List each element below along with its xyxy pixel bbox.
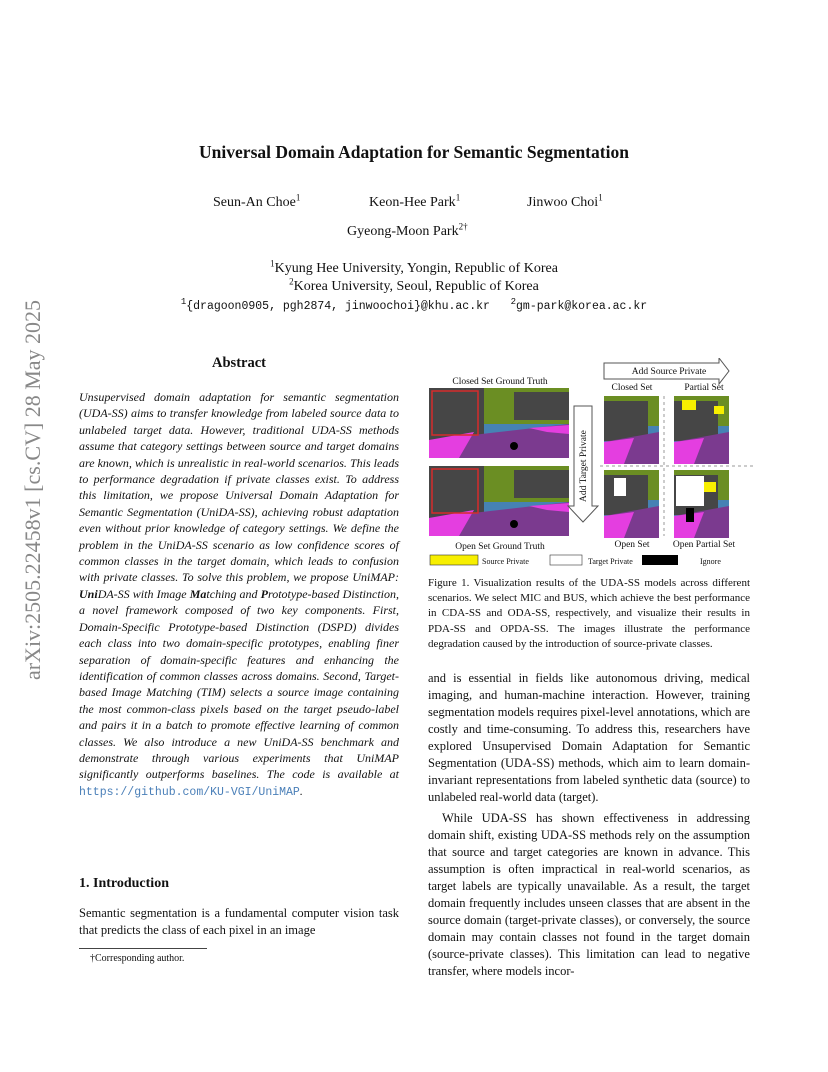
author-4 [347, 221, 468, 240]
label-open-set: Open Set [614, 540, 650, 550]
tile-open-set [604, 470, 659, 538]
label-add-target-private: Add Target Private [579, 430, 589, 502]
author-sup: 1 [295, 192, 301, 203]
email-korea[interactable]: gm-park@korea.ac.kr [516, 300, 648, 313]
affiliation-text: Korea University, Seoul, Republic of Korea [293, 279, 539, 294]
affiliation-sup: 1 [270, 258, 275, 269]
affiliation-1 [0, 258, 828, 277]
emails [0, 297, 828, 313]
tile-partial-set [674, 396, 729, 464]
figure-1 [424, 358, 756, 570]
author-1 [213, 192, 301, 211]
image-closed-set-gt [429, 388, 569, 458]
author-sup: 2† [458, 221, 468, 232]
author-2 [369, 192, 461, 211]
abstract-part: . [299, 783, 303, 798]
abstract-bold: Ma [189, 586, 207, 601]
author-name: Seun-An Choe [213, 195, 296, 210]
author-name: Gyeong-Moon Park [347, 224, 459, 239]
legend-target-private: Target Private [588, 557, 633, 566]
label-closed-set-gt: Closed Set Ground Truth [452, 377, 548, 387]
figure-caption: Figure 1. Visualization results of the UDA-SS models across different scenarios. We select MIC and BUS, which achieve the best performance in CDA-SS and ODA-SS, respectively, and visualize their results in PDA-SS and OPDA-SS. The images illustrate the performance degradation caused by the introduction of source-private classes. [428, 577, 750, 650]
email-khu[interactable]: {dragoon0905, pgh2874, jinwoochoi}@khu.ac.kr [186, 300, 490, 313]
image-open-set-gt [429, 466, 569, 536]
author-sup: 1 [455, 192, 461, 203]
code-link[interactable]: https://github.com/KU-VGI/UniMAP [79, 785, 300, 799]
label-closed-set: Closed Set [611, 383, 653, 393]
paragraph: While UDA-SS has shown effectiveness in addressing domain shift, existing UDA-SS methods rely on the assumption that source and target categories are known in advance. This assumption is often impractical in real-world scenarios, as target labels are typically unavailable. As a result, the target domain frequently includes unseen classes that are absent in the source domain (target-private classes), or conversely, the source domain may contain classes not found in the target domain (source-private classes). This limitation can lead to negative transfer, where models incor- [428, 811, 750, 978]
author-name: Keon-Hee Park [369, 195, 456, 210]
arxiv-stamp [18, 290, 48, 690]
paragraph: and is essential in fields like autonomous driving, medical imaging, and human-machine interaction. However, training segmentation models requires pixel-level annotations, which are costly and time-consuming. To address this, researchers have explored Unsupervised Domain Adaptation for Semantic Segmentation (UDA-SS) methods, which aim to learn domain-invariant representations from labeled synthetic data (source) to unlabeled real-world data (target). [428, 671, 750, 804]
legend-swatch-source-private [430, 555, 478, 565]
legend-swatch-target-private [550, 555, 582, 565]
label-add-source-private: Add Source Private [631, 367, 707, 377]
footnote-rule [79, 948, 207, 949]
abstract-part: rototype-based Distinction, a novel framework composed of two key components. First, Domain-Specific Prototype-based Distinction (DSPD) divides each class into two domain-specific prototypes, enabling finer separation of domain-specific features and enhancing the identification of common classes across domains. Second, Target-based Image Matching (TIM) selects a source image containing the most common-class pixels based on the target pseudo-label and pairs it in a batch to promote effective learning of common classes. We also introduce a new UniDA-SS benchmark and demonstrate through various experiments that UniMAP significantly outperforms baselines. The code is available at [79, 586, 399, 782]
abstract-text [79, 389, 399, 801]
tile-open-partial-set [674, 470, 729, 538]
author-sup: 1 [598, 192, 603, 203]
section-heading-introduction: 1. Introduction [79, 876, 169, 891]
paper-title: Universal Domain Adaptation for Semantic Segmentation [199, 142, 629, 162]
abstract-part: Unsupervised domain adaptation for semantic segmentation (UDA-SS) aims to transfer knowledge from labeled source data to unlabeled target data. However, traditional UDA-SS methods assume that category settings between source and target domains are known, which is unrealistic in real-world scenarios. This leads to performance degradation if private classes exist. To address this limitation, we propose Universal Domain Adaptation for Semantic Segmentation (UniDA-SS), achieving robust adaptation even without prior knowledge of category settings. We define the problem in the UniDA-SS scenario as low confidence scores of common classes in the target domain, which leads to confusion with private classes. To solve this problem, we propose UniMAP: [79, 390, 399, 585]
body-right-column [428, 670, 750, 980]
author-name: Jinwoo Choi [527, 195, 599, 210]
legend-ignore: Ignore [700, 557, 721, 566]
abstract-bold: P [260, 586, 268, 601]
tile-closed-set [604, 396, 659, 464]
email-sup: 1 [180, 297, 187, 308]
label-open-partial-set: Open Partial Set [672, 540, 736, 550]
abstract-bold: Uni [79, 586, 98, 601]
affiliation-text: Kyung Hee University, Yongin, Republic of Korea [274, 261, 558, 276]
affiliation-2 [0, 276, 828, 295]
label-open-set-gt: Open Set Ground Truth [455, 542, 545, 552]
abstract-heading: Abstract [212, 355, 266, 371]
email-sup: 2 [510, 297, 517, 308]
affiliation-sup: 2 [289, 276, 294, 287]
abstract-part: tching and [206, 586, 261, 601]
legend-source-private: Source Private [482, 557, 529, 566]
intro-text: Semantic segmentation is a fundamental computer vision task that predicts the class of each pixel in an image [79, 906, 399, 937]
arxiv-id: arXiv:2505.22458v1 [cs.CV] 28 May 2025 [20, 299, 45, 681]
label-partial-set: Partial Set [684, 383, 724, 393]
abstract-part: DA-SS with Image [97, 586, 190, 601]
footnote: †Corresponding author. [90, 953, 185, 964]
author-3 [527, 192, 603, 211]
legend-swatch-ignore [642, 555, 678, 565]
